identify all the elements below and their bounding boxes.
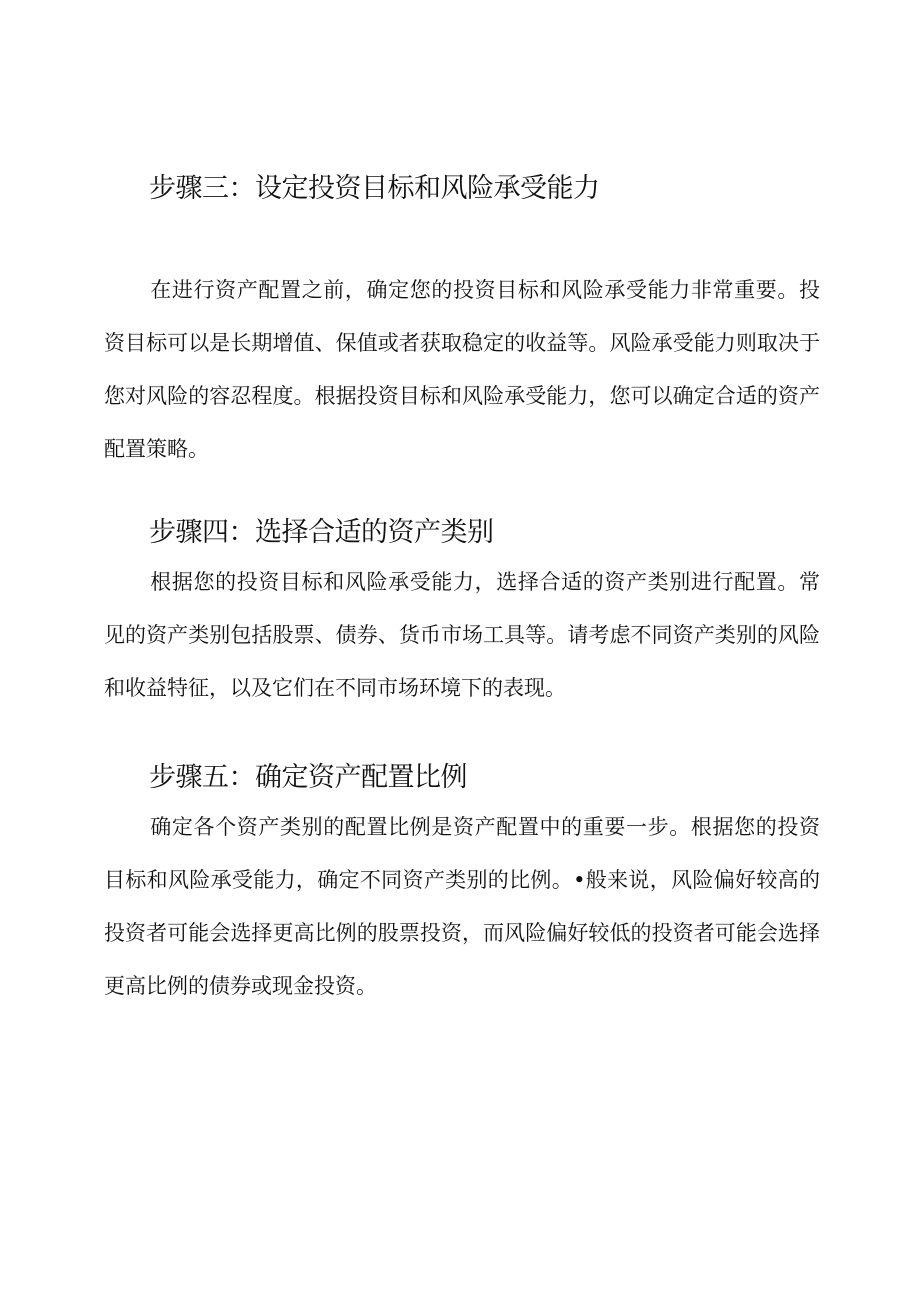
section-heading-step-5: 步骤五：确定资产配置比例 xyxy=(149,762,467,793)
section-heading-step-4: 步骤四：选择合适的资产类别 xyxy=(149,517,494,548)
section-paragraph-step-3: 在进行资产配置之前，确定您的投资目标和风险承受能力非常重要。投资目标可以是长期增值、保值或者获取稳定的收益等。风险承受能力则取决于您对风险的容忍程度。根据投资目标和风险承受能力，您可以确定合适的资产配置策略。 xyxy=(104,278,820,461)
section-paragraph-step-4: 根据您的投资目标和风险承受能力，选择合适的资产类别进行配置。常见的资产类别包括股票、债券、货币市场工具等。请考虑不同资产类别的风险和收益特征，以及它们在不同市场环境下的表现。 xyxy=(104,570,820,700)
section-paragraph-step-5: 确定各个资产类别的配置比例是资产配置中的重要一步。根据您的投资目标和风险承受能力，确定不同资产类别的比例。•般来说，风险偏好较高的投资者可能会选择更高比例的股票投资，而风险偏好较低的投资者可能会选择更高比例的债券或现金投资。 xyxy=(104,815,820,998)
section-heading-step-3: 步骤三：设定投资目标和风险承受能力 xyxy=(149,173,600,204)
